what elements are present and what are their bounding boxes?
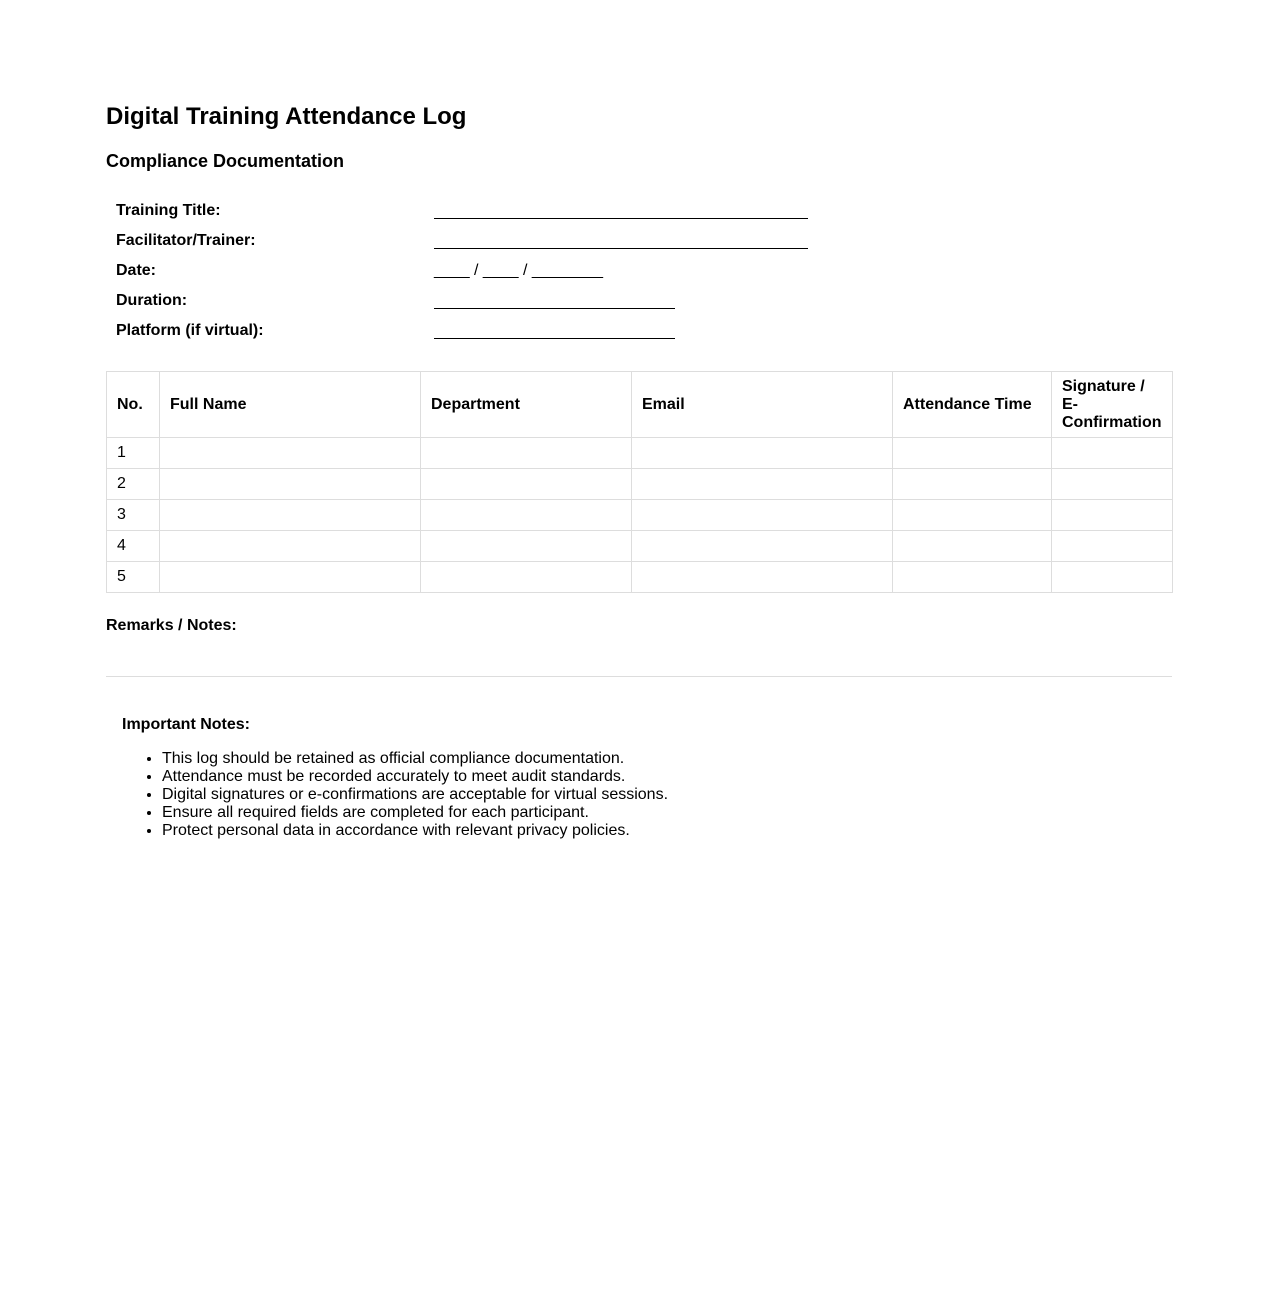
column-header-full-name: Full Name [160, 372, 421, 438]
attendance-time-cell[interactable] [893, 438, 1052, 469]
table-row [107, 531, 1173, 562]
row-number: 5 [107, 562, 160, 593]
row-number: 2 [107, 469, 160, 500]
table-row [107, 562, 1173, 593]
signature-cell[interactable] [1052, 531, 1173, 562]
facilitator-field[interactable] [434, 248, 808, 249]
training-title-label: Training Title: [116, 202, 221, 219]
attendance-time-cell[interactable] [893, 531, 1052, 562]
list-item: • Digital signatures or e-confirmations are acceptable for virtual sessions. [162, 786, 1062, 804]
page-subtitle: Compliance Documentation [106, 151, 345, 171]
table-row [107, 469, 1173, 500]
platform-field[interactable] [434, 338, 675, 339]
department-cell[interactable] [421, 438, 632, 469]
email-cell[interactable] [632, 531, 893, 562]
column-header-attendance-time: Attendance Time [893, 372, 1052, 438]
column-header-no: No. [107, 372, 160, 438]
duration-label: Duration: [116, 292, 188, 309]
column-header-department: Department [421, 372, 632, 438]
duration-field[interactable] [434, 308, 675, 309]
row-number: 3 [107, 500, 160, 531]
department-cell[interactable] [421, 500, 632, 531]
full-name-cell[interactable] [160, 469, 421, 500]
platform-row [106, 318, 1172, 348]
page-title: Digital Training Attendance Log [106, 103, 467, 130]
training-title-row [106, 198, 1172, 228]
email-cell[interactable] [632, 469, 893, 500]
facilitator-label: Facilitator/Trainer: [116, 232, 256, 249]
table-row [107, 438, 1173, 469]
attendance-table [106, 371, 1173, 593]
signature-cell[interactable] [1052, 500, 1173, 531]
list-item: • Ensure all required fields are completed for each participant. [162, 804, 1062, 822]
training-title-field[interactable] [434, 218, 808, 219]
column-header-email: Email [632, 372, 893, 438]
email-cell[interactable] [632, 438, 893, 469]
duration-row [106, 288, 1172, 318]
date-field[interactable]: ____ / ____ / ________ [434, 262, 604, 279]
platform-label: Platform (if virtual): [116, 322, 264, 339]
remarks-label: Remarks / Notes: [106, 617, 237, 634]
list-item: • Protect personal data in accordance with relevant privacy policies. [162, 822, 1062, 840]
training-info-block [106, 198, 1172, 348]
full-name-cell[interactable] [160, 562, 421, 593]
table-row [107, 500, 1173, 531]
row-number: 1 [107, 438, 160, 469]
department-cell[interactable] [421, 562, 632, 593]
full-name-cell[interactable] [160, 500, 421, 531]
row-number: 4 [107, 531, 160, 562]
column-header-signature: Signature / E-Confirmation [1052, 372, 1173, 438]
table-header-row [107, 372, 1173, 438]
email-cell[interactable] [632, 562, 893, 593]
facilitator-row [106, 228, 1172, 258]
department-cell[interactable] [421, 469, 632, 500]
email-cell[interactable] [632, 500, 893, 531]
signature-cell[interactable] [1052, 562, 1173, 593]
list-item: • Attendance must be recorded accurately to meet audit standards. [162, 768, 1062, 786]
list-item: • This log should be retained as official compliance documentation. [162, 750, 1062, 768]
attendance-time-cell[interactable] [893, 500, 1052, 531]
full-name-cell[interactable] [160, 531, 421, 562]
attendance-time-cell[interactable] [893, 469, 1052, 500]
full-name-cell[interactable] [160, 438, 421, 469]
important-notes-list [122, 750, 1062, 840]
signature-cell[interactable] [1052, 469, 1173, 500]
attendance-time-cell[interactable] [893, 562, 1052, 593]
date-row [106, 258, 1172, 288]
signature-cell[interactable] [1052, 438, 1173, 469]
remarks-divider [106, 676, 1172, 677]
important-notes-heading: Important Notes: [122, 716, 250, 733]
department-cell[interactable] [421, 531, 632, 562]
date-label: Date: [116, 262, 157, 279]
